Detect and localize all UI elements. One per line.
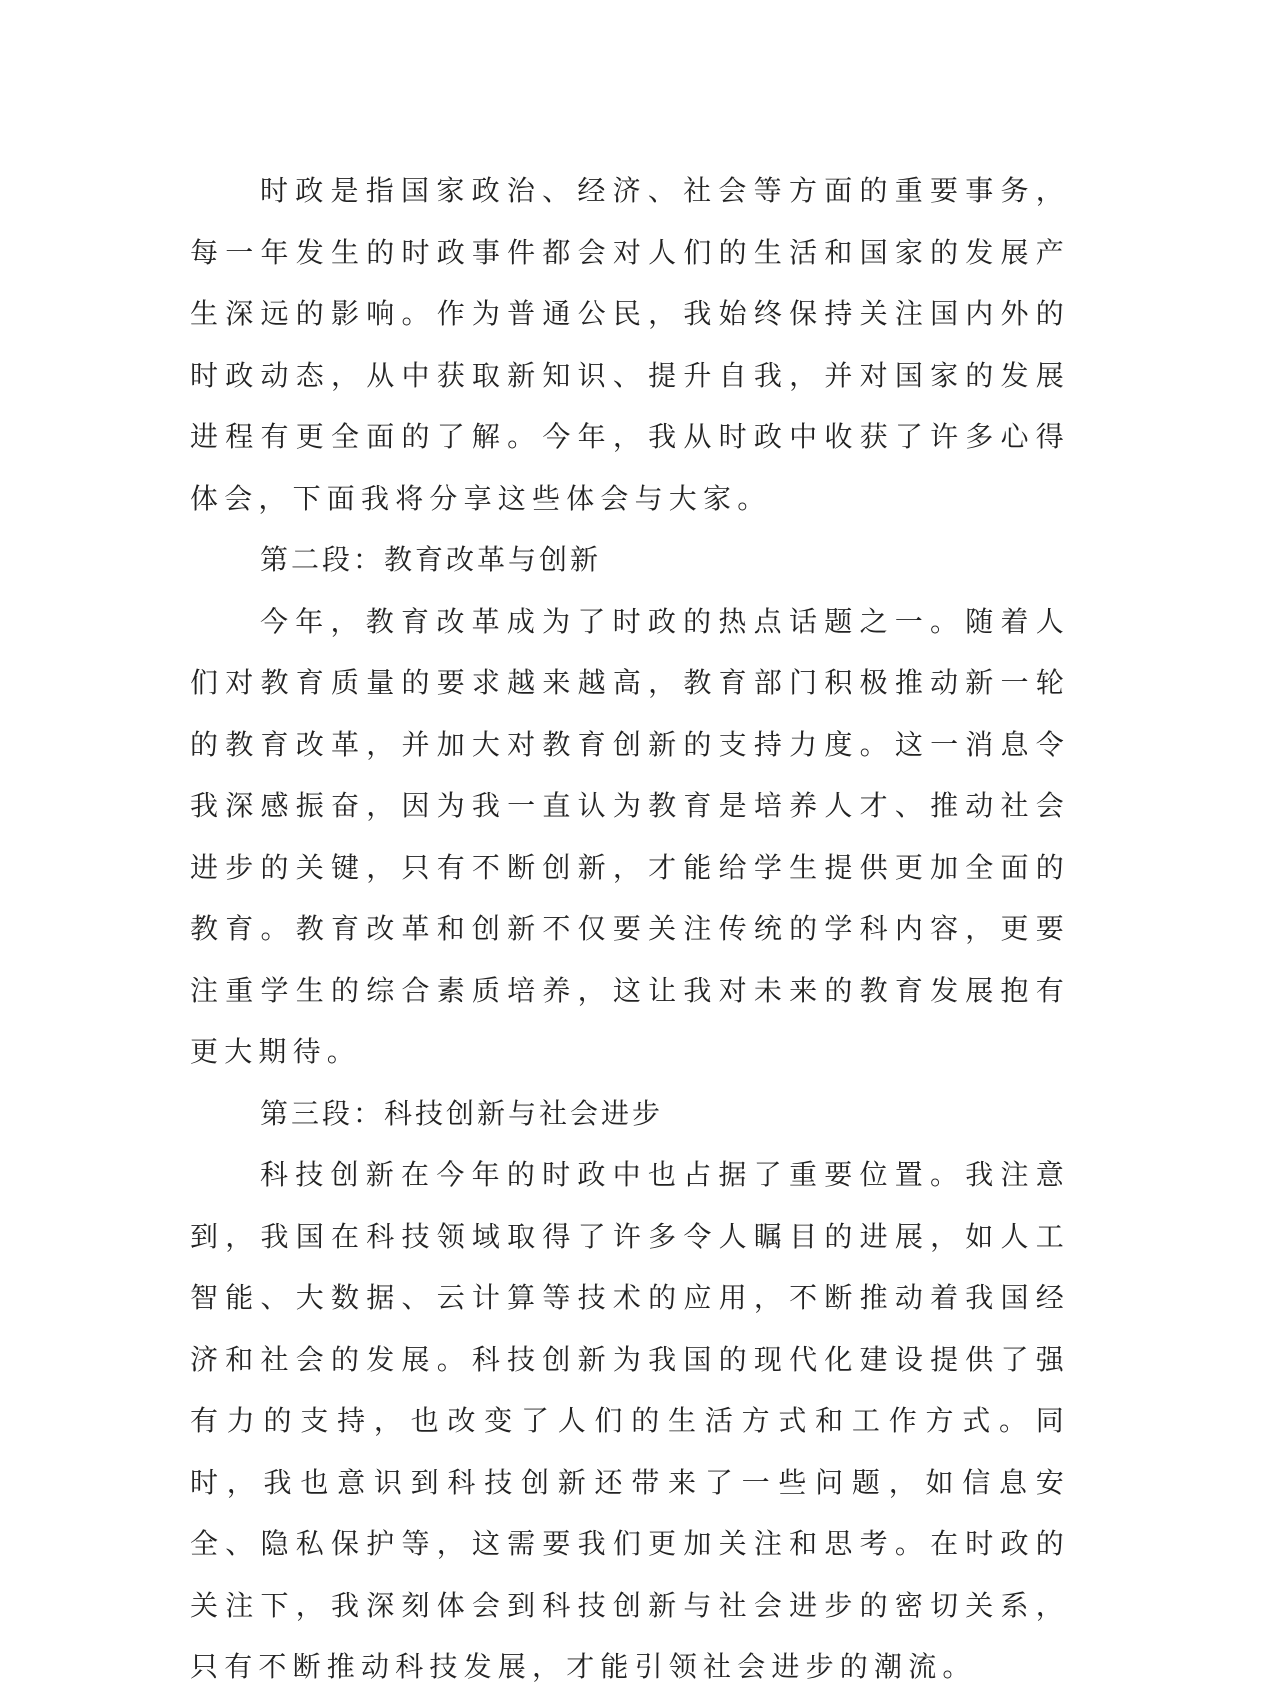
intro-paragraph: 时政是指国家政治、经济、社会等方面的重要事务，每一年发生的时政事件都会对人们的生活和国家的发展产生深远的影响。作为普通公民，我始终保持关注国内外的时政动态，从中获取新知识、提升自我，并对国家的发展进程有更全面的了解。今年，我从时政中收获了许多心得体会，下面我将分享这些体会与大家。 — [190, 174, 1070, 515]
technology-paragraph: 科技创新在今年的时政中也占据了重要位置。我注意到，我国在科技领域取得了许多令人瞩目的进展，如人工智能、大数据、云计算等技术的应用，不断推动着我国经济和社会的发展。科技创新为我国的现代化建设提供了强有力的支持，也改变了人们的生活方式和工作方式。同时，我也意识到科技创新还带来了一些问题，如信息安全、隐私保护等，这需要我们更加关注和思考。在时政的关注下，我深刻体会到科技创新与社会进步的密切关系，只有不断推动科技发展，才能引领社会进步的潮流。 — [190, 1158, 1070, 1683]
document-body — [190, 160, 1070, 1698]
section-heading-technology: 第三段：科技创新与社会进步 — [260, 1096, 664, 1130]
section-heading-education: 第二段：教育改革与创新 — [260, 543, 602, 576]
education-paragraph: 今年，教育改革成为了时政的热点话题之一。随着人们对教育质量的要求越来越高，教育部门积极推动新一轮的教育改革，并加大对教育创新的支持力度。这一消息令我深感振奋，因为我一直认为教育是培养人才、推动社会进步的关键，只有不断创新，才能给学生提供更加全面的教育。教育改革和创新不仅要关注传统的学科内容，更要注重学生的综合素质培养，这让我对未来的教育发展抱有更大期待。 — [190, 604, 1070, 1068]
